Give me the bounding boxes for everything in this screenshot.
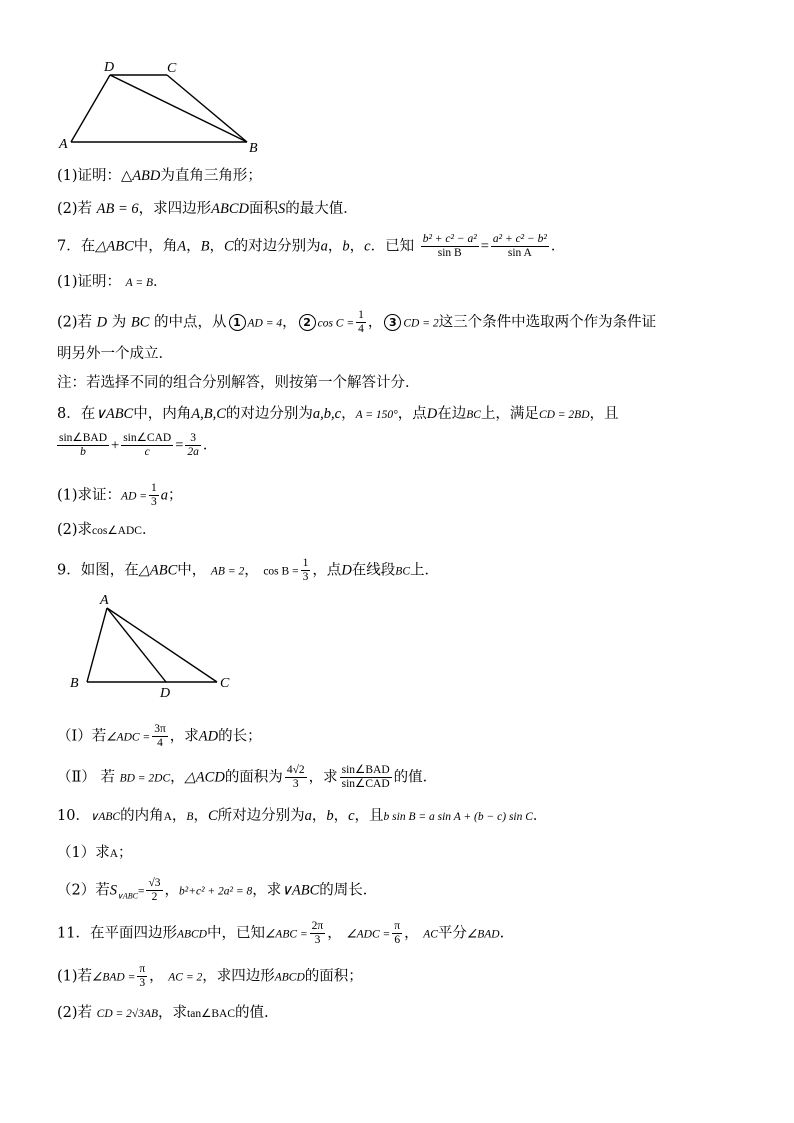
- label-d: D: [104, 60, 115, 75]
- p7-q2: (2)若 D 为 BC 的中点，从 1 AD = 4， 2 cos C = $\frac{1}{4}$ ， 3 CD = 2这三个条件中选取两个作为条件证: [57, 309, 657, 335]
- p6-q2: (2)若 AB = 6，求四边形ABCD面积S的最大值．: [57, 201, 358, 217]
- label-c: C: [167, 61, 177, 76]
- label-a: A: [100, 593, 109, 608]
- p8-stem: 8．在∨ABC中，内角A,B,C的对边分别为a,b,c，A = 150°，点D在边BC上，满足CD = 2BD，且: [57, 406, 619, 422]
- p8-q1: (1)求证：AD = $\frac{1}{3}$ a；: [57, 482, 183, 508]
- p7-fraction-2: $\frac{\text{a² + c² − b²}}{\text{sin A}}$: [492, 233, 547, 259]
- triangle-figure: [62, 588, 242, 703]
- label-d: D: [160, 686, 171, 701]
- label-a: A: [59, 137, 68, 152]
- p8-q2: (2)求cos∠ADC．: [57, 522, 157, 538]
- p10-q1: （1）求A；: [57, 845, 133, 861]
- p7-note: 注：若选择不同的组合分别解答，则按第一个解答计分．: [57, 375, 420, 391]
- p8-stem-fraction: $\frac{\text{sin∠BAD}}{b}$ + $\frac{\text{sin∠CAD}}{c}$ = $\frac{3}{2a}$ ．: [59, 432, 218, 458]
- label-c: C: [220, 676, 230, 691]
- p11-q1: (1)若∠BAD = $\frac{\pi}{3}$ ， AC = 2，求四边形ABCD的面积；: [57, 963, 363, 989]
- p7-q1: (1)证明： A = B．: [57, 274, 168, 290]
- label-b: B: [249, 141, 258, 156]
- p11-q2: (2)若 CD = 2√3AB，求tan∠BAC的值.: [57, 1005, 269, 1021]
- circled-1: 1: [229, 314, 246, 331]
- p11-stem: 11．在平面四边形ABCD中，已知∠ABC = $\frac{2\pi}{3}$ ， ∠ADC = $\frac{\pi}{6}$ ， AC平分∠BAD.: [57, 920, 505, 946]
- p7-q2-cont: 明另外一个成立．: [57, 346, 173, 362]
- p6-q1: (1)证明：△ABD为直角三角形；: [57, 168, 262, 184]
- p7-fraction-1: $\frac{\text{b² + c² − a²}}{\text{sin B}}$: [422, 233, 477, 259]
- p10-stem: 10．∨ABC的内角A，B，C所对边分别为a，b，c，且b sin B = a sin A + (b − c) sin C．: [57, 808, 548, 824]
- circled-2: 2: [299, 314, 316, 331]
- p9-stem: 9．如图，在△ABC中， AB = 2， cos B = $\frac{1}{3}$ ，点D在线段BC上．: [57, 557, 439, 583]
- circled-3: 3: [384, 314, 401, 331]
- p9-q1: （Ⅰ）若∠ADC = $\frac{3\pi}{4}$ ，求AD的长；: [57, 723, 262, 749]
- p7-stem: 7．在△ABC中，角A，B，C的对边分别为a，b，c．已知 $\frac{\text{b² + c² − a²}}{\text{sin B}}$ = $\frac{\text{a² + c² − b²}}{\text{sin A}}$ ．: [57, 233, 566, 259]
- p9-q2: （Ⅱ） 若 BD = 2DC，△ACD的面积为 $\frac{4√2}{3}$ ，求 $\frac{\text{sin∠BAD}}{\text{sin∠CAD}}$ 的值．: [57, 764, 438, 790]
- trapezoid-figure: [55, 55, 275, 160]
- p10-q2: （2）若$S_{\vee ABC}=$ $\frac{√3}{2}$ ，b²+c² + 2a² = 8，求∨ABC的周长．: [57, 877, 378, 903]
- label-b: B: [70, 676, 79, 691]
